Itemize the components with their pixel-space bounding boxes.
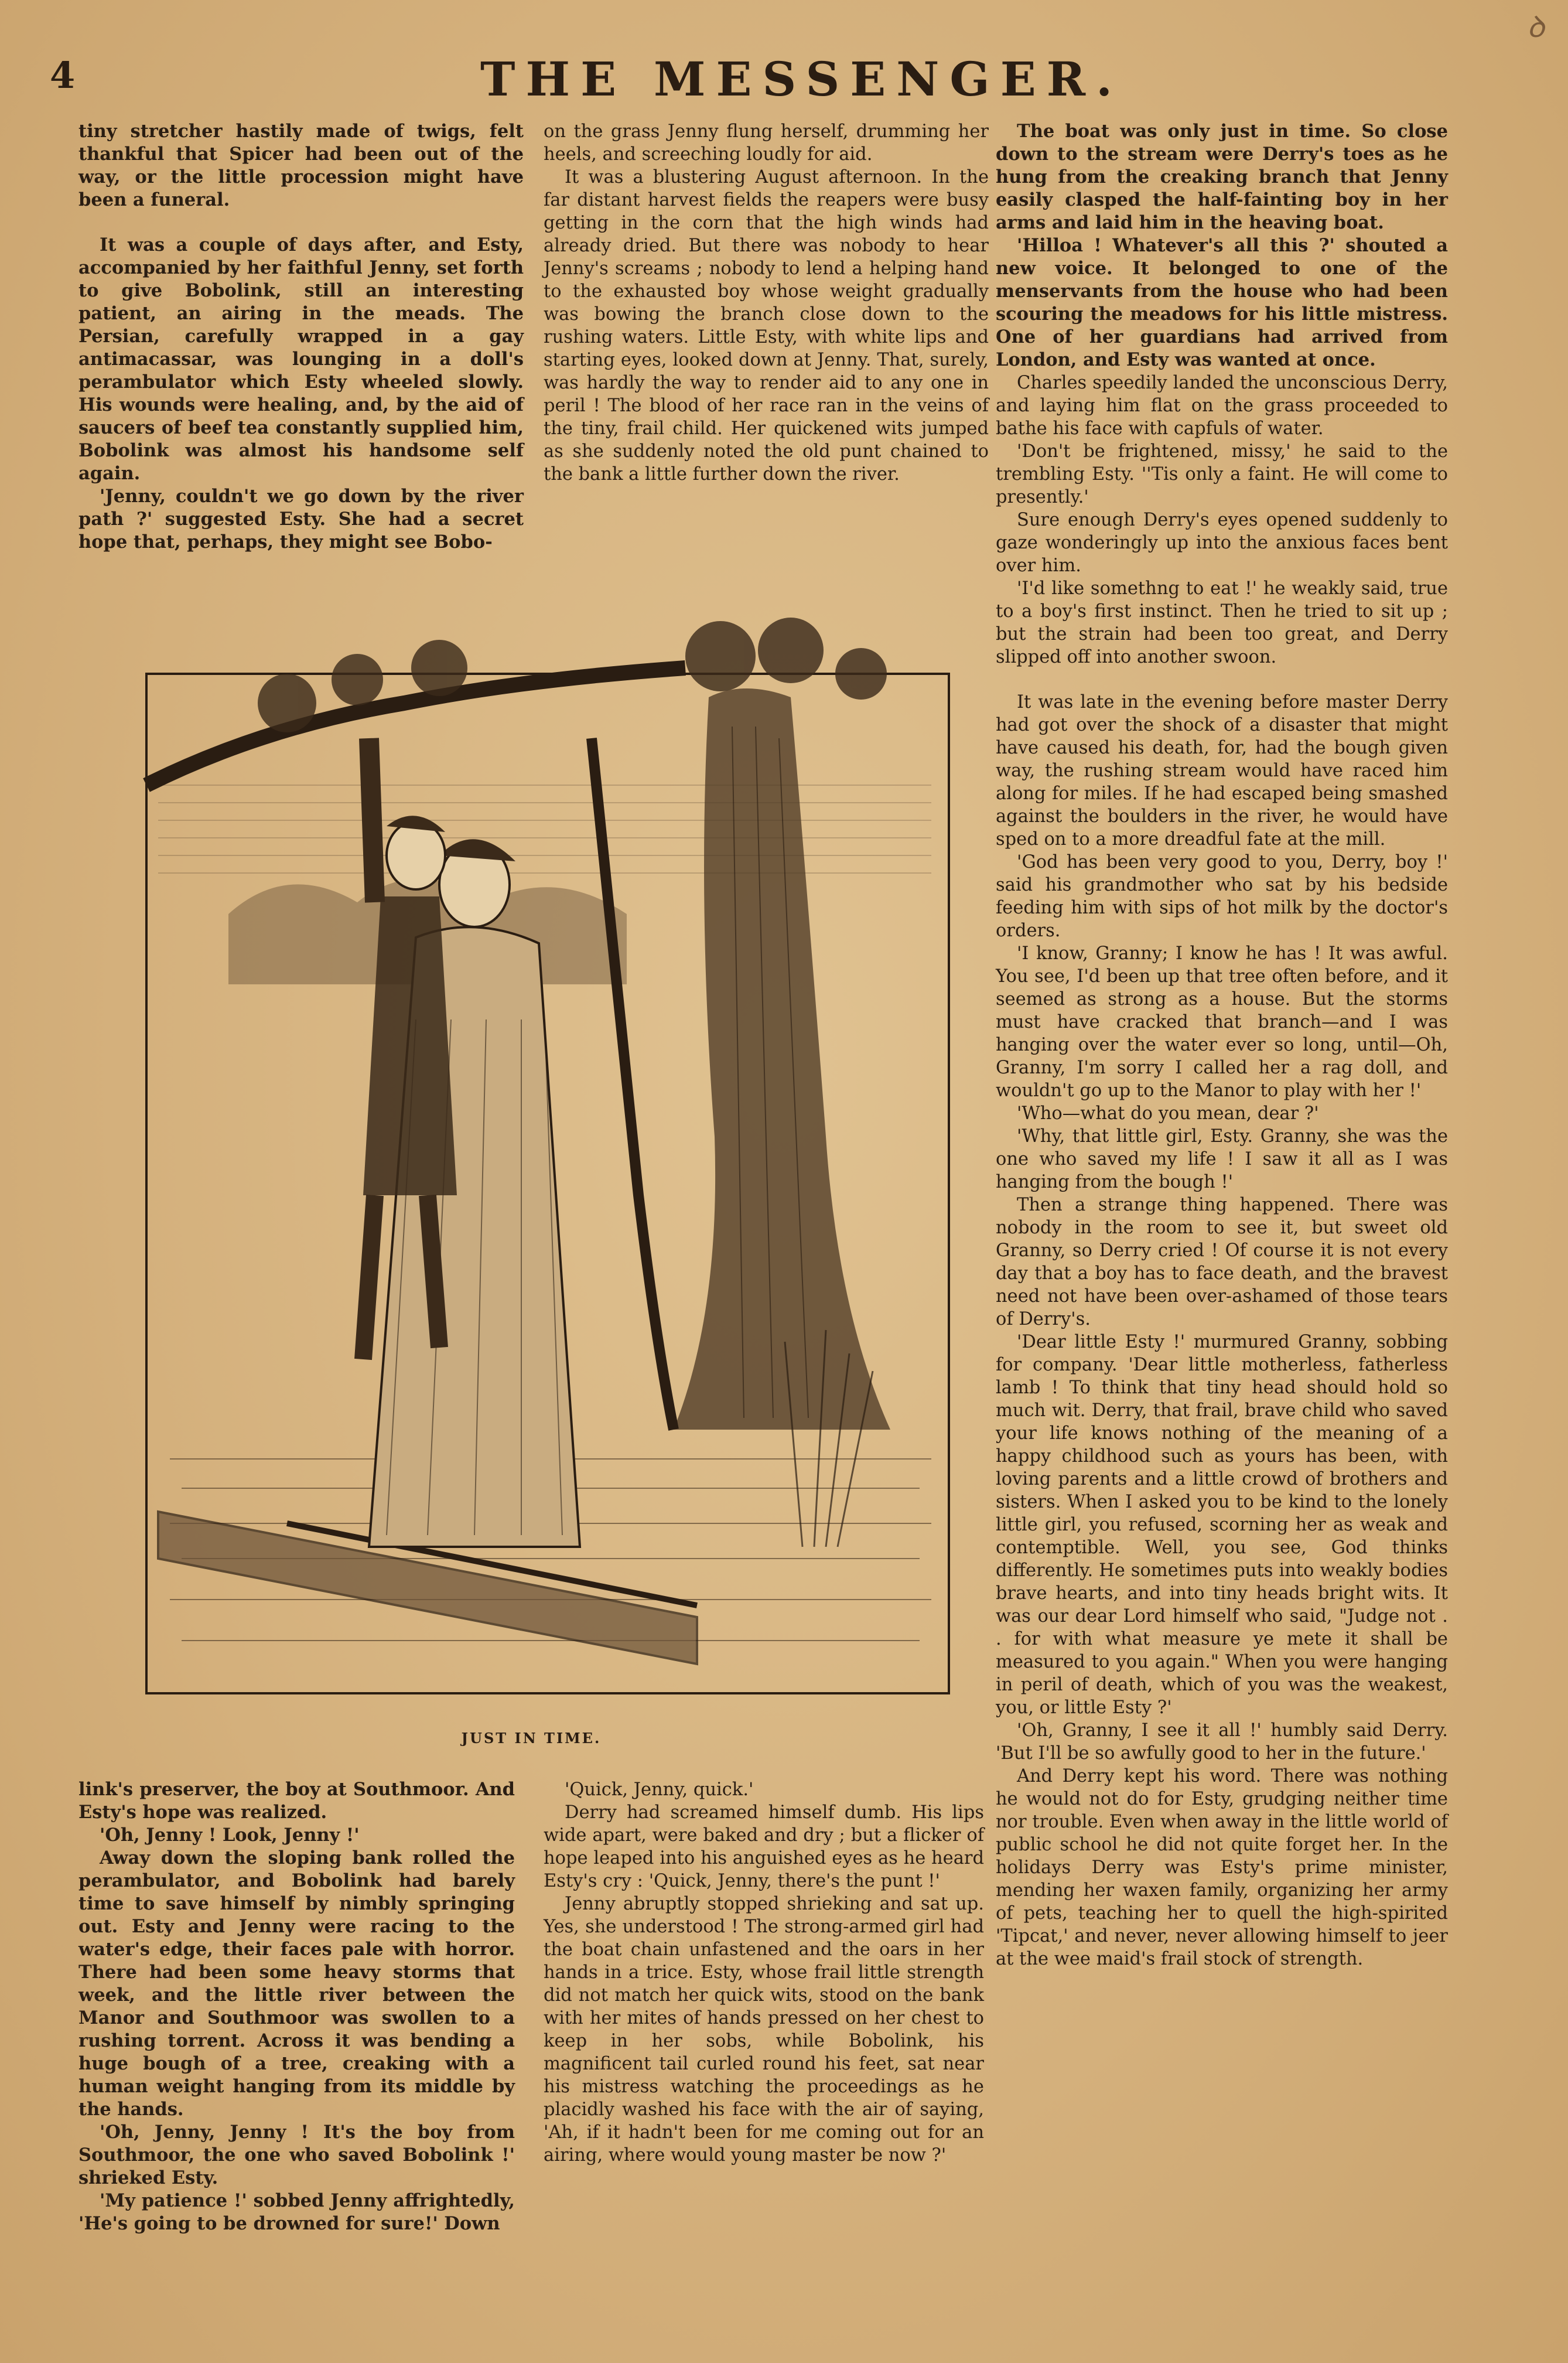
masthead-title: THE MESSENGER. [480, 52, 1123, 107]
paragraph: It was a blustering August afternoon. In the far distant harvest fields the reapers were busy getting in the corn that the high winds had already dried. But there was nobody to hear Jenny's screams ; nobody to lend a helping hand to the exhausted boy whose weight gradually was bowing the branch close down to the rushing waters. Little Esty, with white lips and starting eyes, looked down at Jenny. That, surely, was hardly the way to render aid to any one in peril ! The blood of her race ran in the veins of the tiny, frail child. Her quickened wits jumped as she suddenly noted the old punt chained to the bank a little further down the river. [544, 167, 989, 485]
column-1-bottom [78, 1778, 515, 2235]
column-3 [996, 120, 1448, 1970]
paragraph: 'My patience !' sobbed Jenny affrightedly, 'He's going to be drowned for sure!' Down [78, 2190, 515, 2234]
paragraph: 'I know, Granny; I know he has ! It was awful. You see, I'd been up that tree often before, and it seemed as strong as a house. But the storms must have cracked that branch—and I was hanging over the water ever so long, until—Oh, Granny, I'm sorry I called her a rag doll, and wouldn't go up to the Manor to play with her !' [996, 943, 1448, 1101]
corner-mark: ꝺ [1527, 10, 1545, 44]
paragraph: 'Dear little Esty !' murmured Granny, sobbing for company. 'Dear little motherless, fatherless lamb ! To think that tiny head should hold so much wit. Derry, that frail, brave child who saved your life knows nothing of the meaning of a happy childhood such as yours has been, with loving parents and a little crowd of brothers and sisters. When I asked you to be kind to the lonely little girl, you refused, scorning her as weak and contemptible. Well, you see, God thinks differently. He sometimes puts into weakly bodies brave hearts, and into tiny heads bright wits. It was our dear Lord himself who said, "Judge not . . for with what measure ye mete it shall be measured to you again." When you were hanging in peril of death, which of you was the weakest, you, or little Esty ?' [996, 1332, 1448, 1718]
paragraph: 'I'd like somethng to eat !' he weakly said, true to a boy's first instinct. Then he tried to sit up ; but the strain had been too great, and Derry slipped off into another swoon. [996, 578, 1448, 667]
illustration-caption: JUST IN TIME. [461, 1730, 602, 1747]
paragraph: It was a couple of days after, and Esty, accompanied by her faithful Jenny, set forth to give Bobolink, still an interesting patient, an airing in the meads. The Persian, carefully wrapped in a gay antimacassar, was lounging in a doll's perambulator which Esty wheeled slowly. His wounds were healing, and, by the aid of saucers of beef tea constantly supplied him, Bobolink was almost his handsome self again. [78, 234, 524, 484]
paragraph: link's preserver, the boy at Southmoor. And Esty's hope was realized. [78, 1779, 515, 1823]
paragraph: 'Why, that little girl, Esty. Granny, she was the one who saved my life ! I saw it all as I was hanging from the bough !' [996, 1126, 1448, 1192]
paragraph: 'God has been very good to you, Derry, boy !' said his grandmother who sat by his bedside feeding him with sips of hot milk by the doctor's orders. [996, 852, 1448, 941]
paragraph: Charles speedily landed the unconscious Derry, and laying him flat on the grass proceeded to bathe his face with capfuls of water. [996, 373, 1448, 439]
column-2-top [544, 120, 989, 486]
paragraph: 'Who—what do you mean, dear ?' [1017, 1103, 1319, 1124]
paragraph: Sure enough Derry's eyes opened suddenly to gaze wonderingly up into the anxious faces bent over him. [996, 510, 1448, 576]
paragraph: 'Don't be frightened, missy,' he said to the trembling Esty. ''Tis only a faint. He will come to presently.' [996, 441, 1448, 507]
paragraph: And Derry kept his word. There was nothing he would not do for Esty, grudging neither time nor trouble. Even when away in the little world of public school he did not quite forget her. In the holidays Derry was Esty's prime minister, mending her waxen family, organizing her army of pets, teaching her to quell the high-spirited 'Tipcat,' and never, never allowing himself to jeer at the wee maid's frail stock of strength. [996, 1766, 1448, 1969]
paragraph: 'Hilloa ! Whatever's all this ?' shouted a new voice. It belonged to one of the menservants from the house who had been scouring the meadows for his little mistress. One of her guardians had arrived from London, and Esty was wanted at once. [996, 235, 1448, 370]
paragraph: It was late in the evening before master Derry had got over the shock of a disaster that might have caused his death, for, had the bough given way, the rushing stream would have raced him along for miles. If he had escaped being smashed against the boulders in the river, he would have sped on to a more dreadful fate at the mill. [996, 692, 1448, 850]
paragraph: 'Oh, Granny, I see it all !' humbly said Derry. 'But I'll be so awfully good to her in the future.' [996, 1720, 1448, 1764]
paragraph: 'Quick, Jenny, quick.' [565, 1779, 754, 1800]
paragraph: 'Oh, Jenny, Jenny ! It's the boy from Southmoor, the one who saved Bobolink !' shrieked Esty. [78, 2122, 515, 2188]
paragraph: The boat was only just in time. So close down to the stream were Derry's toes as he hung from the creaking branch that Jenny easily clasped the half-fainting boy in her arms and laid him in the heaving boat. [996, 121, 1448, 233]
paragraph: on the grass Jenny flung herself, drumming her heels, and screeching loudly for aid. [544, 121, 989, 165]
paragraph: 'Oh, Jenny ! Look, Jenny !' [100, 1825, 360, 1846]
column-2-bottom [544, 1778, 984, 2167]
page-number: 4 [50, 54, 76, 97]
column-1-top [78, 120, 524, 554]
paragraph: Then a strange thing happened. There was nobody in the room to see it, but sweet old Granny, so Derry cried ! Of course it is not every day that a boy has to face death, and the bravest need not have been over-ashamed of those tears of Derry's. [996, 1195, 1448, 1329]
paragraph: Away down the sloping bank rolled the perambulator, and Bobolink had barely time to save himself by nimbly springing out. Esty and Jenny were racing to the water's edge, their faces pale with horror. There had been some heavy storms that week, and the little river between the Manor and Southmoor was swollen to a rushing torrent. Across it was bending a huge bough of a tree, creaking with a human weight hanging from its middle by the hands. [78, 1847, 515, 2120]
illustration-just-in-time [111, 609, 978, 1711]
paragraph: 'Jenny, couldn't we go down by the river path ?' suggested Esty. She had a secret hope that, perhaps, they might see Bobo- [78, 486, 524, 553]
paragraph: tiny stretcher hastily made of twigs, felt thankful that Spicer had been out of the way, or the little procession might have been a funeral. [78, 121, 524, 210]
paragraph: Jenny abruptly stopped shrieking and sat up. Yes, she understood ! The strong-armed girl had the boat chain unfastened and the oars in her hands in a trice. Esty, whose frail little strength did not match her quick wits, stood on the bank with her mites of hands pressed on her chest to keep in her sobs, while Bobolink, his magnificent tail curled round his feet, sat near his mistress watching the proceedings as he placidly washed his face with the air of saying, 'Ah, if it hadn't been for me coming out for an airing, where would young master be now ?' [544, 1894, 984, 2166]
paragraph: Derry had screamed himself dumb. His lips wide apart, were baked and dry ; but a flicker of hope leaped into his anguished eyes as he heard Esty's cry : 'Quick, Jenny, there's the punt !' [544, 1802, 984, 1891]
